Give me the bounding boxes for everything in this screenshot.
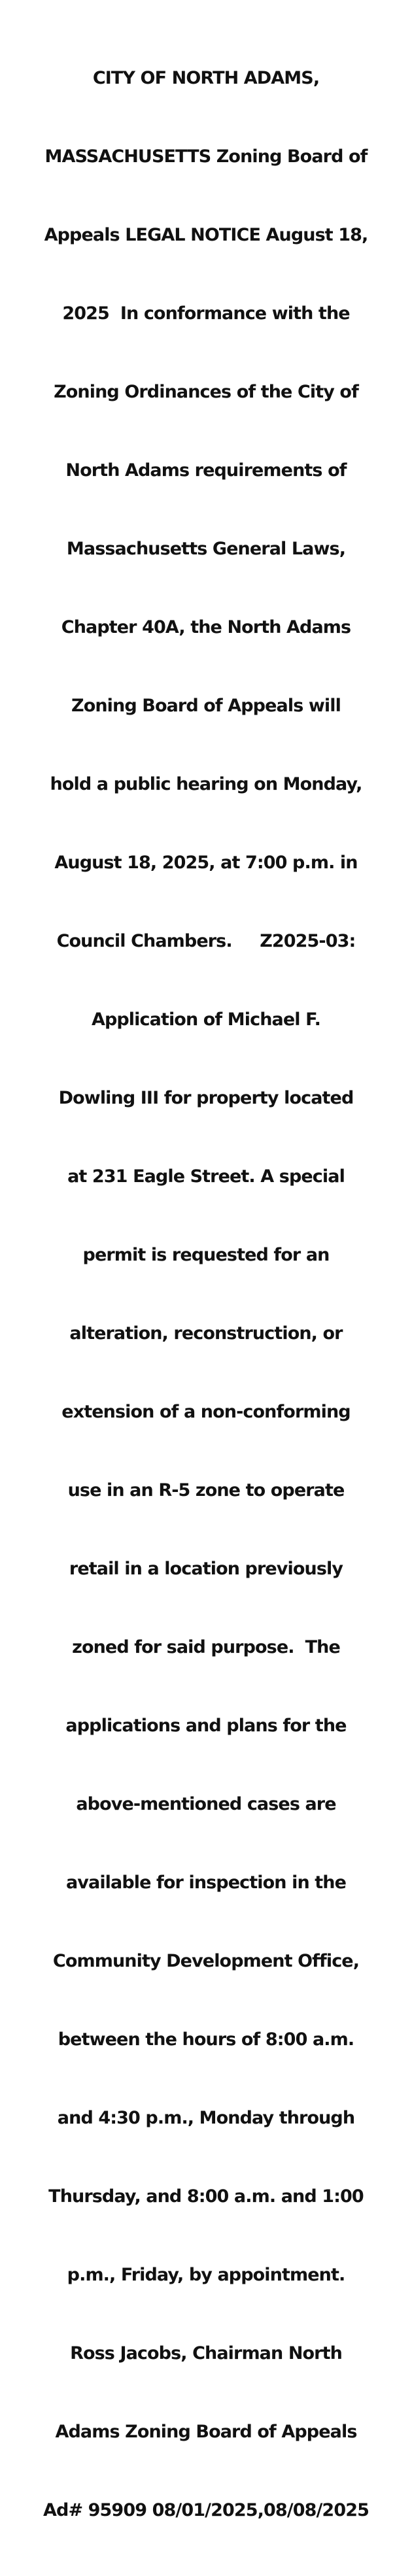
notice-line: hold a public hearing on Monday, [50,774,362,794]
notice-line: above-mentioned cases are [76,1794,336,1814]
notice-line: 2025 In conformance with the [62,303,350,324]
notice-line: use in an R-5 zone to operate [67,1480,345,1500]
notice-line: extension of a non-conforming [61,1402,351,1422]
notice-line: Ad# 95909 08/01/2025,08/08/2025 [43,2500,369,2520]
notice-line: available for inspection in the [65,1873,346,1893]
notice-line: Appeals LEGAL NOTICE August 18, [44,225,368,245]
notice-line: alteration, reconstruction, or [69,1323,343,1344]
notice-line: Community Development Office, [52,1951,360,1971]
notice-line: Dowling III for property located [58,1088,354,1108]
notice-line: p.m., Friday, by appointment. [67,2265,345,2285]
notice-line: zoned for said purpose. The [72,1637,340,1657]
notice-line: Chapter 40A, the North Adams [61,617,351,637]
notice-line: between the hours of 8:00 a.m. [58,2029,354,2050]
notice-line: permit is requested for an [82,1245,330,1265]
notice-line: Council Chambers. Z2025-03: [56,931,356,951]
notice-line: Ross Jacobs, Chairman North [70,2343,342,2364]
notice-line: Zoning Ordinances of the City of [54,382,358,402]
notice-line: at 231 Eagle Street. A special [67,1166,345,1187]
notice-line: retail in a location previously [69,1559,343,1579]
notice-line: Thursday, and 8:00 a.m. and 1:00 [48,2186,364,2207]
notice-line: North Adams requirements of [65,460,347,481]
notice-line: Adams Zoning Board of Appeals [55,2422,357,2442]
notice-line: CITY OF NORTH ADAMS, [92,68,320,88]
notice-line: and 4:30 p.m., Monday through [57,2108,355,2128]
notice-line: MASSACHUSETTS Zoning Board of [44,146,368,167]
notice-line: August 18, 2025, at 7:00 p.m. in [54,853,358,873]
legal-notice-text [7,13,405,2576]
notice-line: applications and plans for the [65,1716,347,1736]
notice-line: Massachusetts General Laws, [66,539,346,559]
notice-line: Zoning Board of Appeals will [71,696,341,716]
notice-line: Application of Michael F. [91,1009,321,1030]
